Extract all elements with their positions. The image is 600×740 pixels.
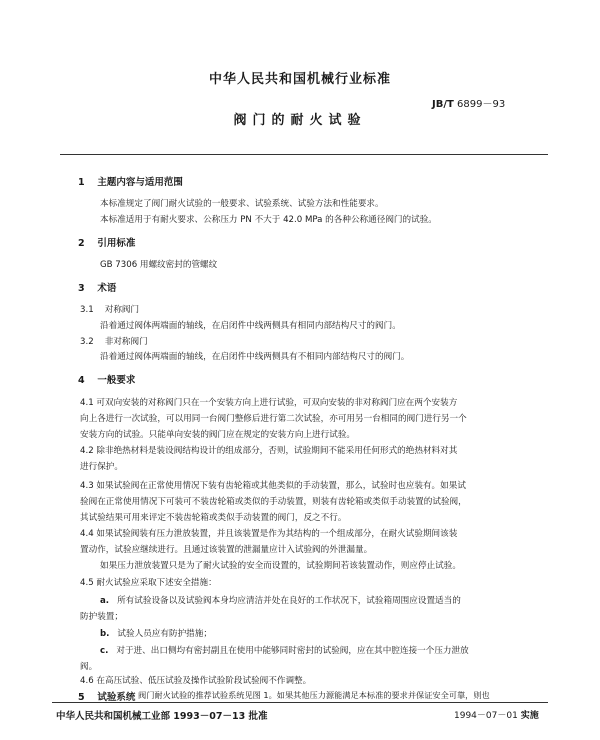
term-3-1-definition: 沿着通过阀体两端面的轴线，在启闭件中线两侧具有相同内部结构尺寸的阀门。 xyxy=(100,321,401,331)
implementation-label: 实施 xyxy=(520,711,539,721)
term-3-2 xyxy=(80,335,148,347)
clause-4-2-line-1: 4.2 除非绝热材料是装设阀结构设计的组成部分，否则，试验期间不能采用任何形式的绝热材料对其 xyxy=(80,446,458,456)
section-2-heading xyxy=(78,235,135,249)
section-number: 3 xyxy=(78,283,85,294)
clause-4-6: 4.6 在高压试验、低压试验及操作试验阶段试验阀不作调整。 xyxy=(80,676,312,686)
clause-number: 3.1 xyxy=(80,305,94,315)
referenced-standard: GB 7306 用螺纹密封的管螺纹 xyxy=(100,260,218,270)
section-4-heading xyxy=(78,372,135,386)
section-number: 2 xyxy=(78,238,85,249)
implementation-date: 1994－07－01 xyxy=(454,711,518,721)
header-divider xyxy=(60,154,548,155)
clause-4-4-line-1: 4.4 如果试验阀装有压力泄放装置，并且该装置是作为其结构的一个组成部分，在耐火试验期间该装 xyxy=(80,529,458,539)
list-item-a-continuation: 防护装置； xyxy=(80,612,123,622)
clause-number: 3.2 xyxy=(80,337,94,347)
term-label: 非对称阀门 xyxy=(104,337,148,347)
clause-4-3-line-1: 4.3 如果试验阀在正常使用情况下装有齿轮箱或其他类似的手动装置，那么，试验时也应装有。如果试 xyxy=(80,481,466,491)
implementation-note xyxy=(454,708,539,721)
footer-divider xyxy=(52,702,548,703)
term-3-2-definition: 沿着通过阀体两端面的轴线，在启闭件中线两侧具有不相同内部结构尺寸的阀门。 xyxy=(100,352,410,362)
section-title: 术语 xyxy=(97,283,117,294)
section-title: 一般要求 xyxy=(97,375,136,386)
document-title: 阀门的耐火试验 xyxy=(233,113,367,128)
clause-4-1-line-3: 安装方向的试验。只能单向安装的阀门应在规定的安装方向上进行试验。 xyxy=(80,430,356,440)
clause-4-1-line-1: 4.1 可双向安装的对称阀门只在一个安装方向上进行试验，可双向安装的非对称阀门应在两个安装方 xyxy=(80,398,458,408)
section-title: 试验系统 xyxy=(97,692,136,703)
list-item-a xyxy=(100,594,461,606)
list-item-b xyxy=(100,627,212,639)
clause-4-4-line-2: 置动作，试验应继续进行。且通过该装置的泄漏量应计入试验阀的外泄漏量。 xyxy=(80,545,373,555)
section-number: 4 xyxy=(78,375,85,386)
section-number: 5 xyxy=(78,692,85,703)
section-5-heading xyxy=(78,689,135,703)
clause-4-3-line-2: 验阀在正常使用情况下可装可不装齿轮箱或类似的手动装置，则装有齿轮箱或类似手动装置的试验阀， xyxy=(80,497,467,507)
clause-4-4-line-3: 如果压力泄放装置只是为了耐火试验的安全而设置的，试验期间若该装置动作，则应停止试验。 xyxy=(100,561,461,571)
section-1-paragraph-2: 本标准适用于有耐火要求、公称压力 PN 不大于 42.0 MPa 的各种公称通径阀门的试验。 xyxy=(100,215,437,225)
section-3-heading xyxy=(78,280,116,294)
clause-4-1-line-2: 向上各进行一次试验，可以用同一台阀门整修后进行第二次试验，亦可用另一台相同的阀门进行另一个 xyxy=(80,414,467,424)
section-number: 1 xyxy=(78,177,85,188)
section-5-paragraph: 阀门耐火试验的推荐试验系统见图 1。如果其他压力源能满足本标准的要求并保证安全可靠，则也 xyxy=(138,690,490,700)
list-item-c-continuation: 阀。 xyxy=(80,662,98,672)
clause-4-5: 4.5 耐火试验应采取下述安全措施： xyxy=(80,578,217,588)
list-marker: b. xyxy=(100,629,110,639)
section-title: 主题内容与适用范围 xyxy=(97,177,183,188)
standard-serial: 6899－93 xyxy=(457,99,506,110)
term-label: 对称阀门 xyxy=(104,305,140,315)
section-title: 引用标准 xyxy=(97,238,136,249)
list-item-text: 对于进、出口侧均有密封副且在使用中能够同时密封的试验阀，应在其中腔连接一个压力泄放 xyxy=(116,646,469,656)
list-item-text: 所有试验设备以及试验阀本身均应清洁并处在良好的工作状况下，试验箱周围应设置适当的 xyxy=(117,596,461,606)
term-3-1 xyxy=(80,303,139,315)
approval-note: 中华人民共和国机械工业部 1993－07－13 批准 xyxy=(56,711,268,722)
list-marker: a. xyxy=(100,596,110,606)
list-item-text: 试验人员应有防护措施； xyxy=(117,629,212,639)
standard-code: JB/T xyxy=(432,99,454,110)
clause-4-3-line-3: 其试验结果可用来评定不装齿轮箱或类似手动装置的阀门，反之不行。 xyxy=(80,513,347,523)
list-marker: c. xyxy=(100,646,109,656)
section-1-paragraph-1: 本标准规定了阀门耐火试验的一般要求、试验系统、试验方法和性能要求。 xyxy=(100,199,384,209)
standard-number xyxy=(432,95,505,110)
section-1-heading xyxy=(78,174,183,188)
standard-header-title: 中华人民共和国机械行业标准 xyxy=(208,72,391,87)
list-item-c xyxy=(100,644,469,656)
clause-4-2-line-2: 进行保护。 xyxy=(80,462,123,472)
